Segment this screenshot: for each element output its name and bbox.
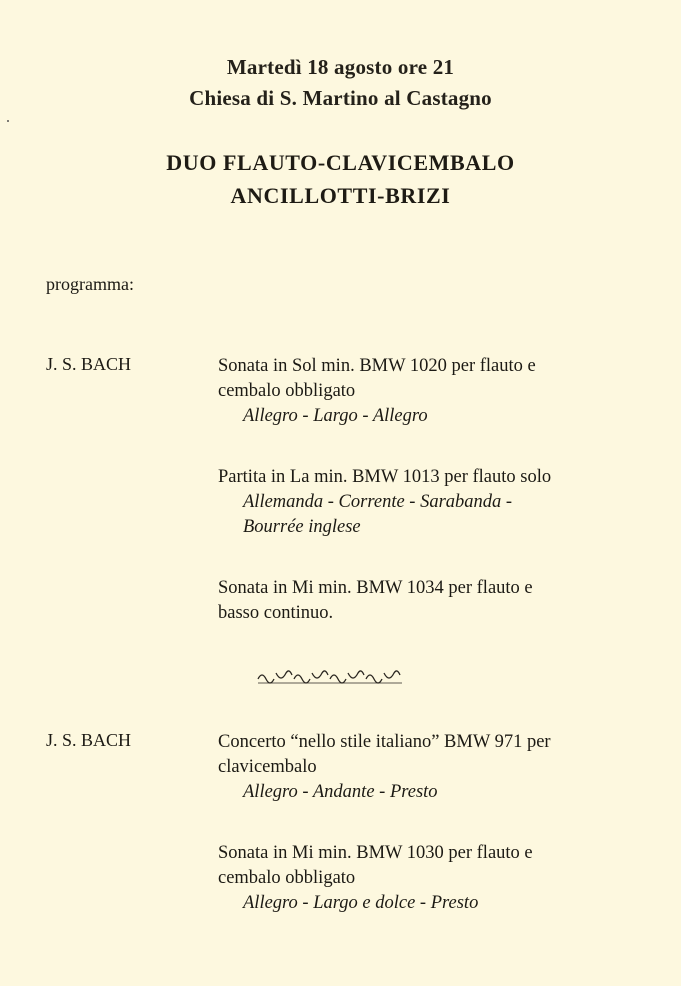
work-title-cont: basso continuo. (218, 603, 334, 623)
work-title: Partita in La min. BMW 1013 per flauto solo (218, 467, 552, 487)
concert-venue: Chiesa di S. Martino al Castagno (189, 86, 492, 110)
composer-name: J. S. BACH (46, 730, 132, 750)
performers-title: ANCILLOTTI-BRIZI (230, 183, 451, 208)
work-title: Concerto “nello stile italiano” BMW 971 per (218, 732, 551, 752)
work-movements: Allegro - Largo e dolce - Presto (243, 893, 479, 913)
work-title-cont: clavicembalo (218, 757, 317, 777)
ensemble-title: DUO FLAUTO-CLAVICEMBALO (166, 150, 515, 175)
ornamental-divider-icon (256, 667, 406, 687)
concert-date: Martedì 18 agosto ore 21 (226, 55, 455, 79)
work-item (218, 465, 638, 540)
work-item (218, 730, 638, 805)
work-movements: Allegro - Andante - Presto (243, 782, 438, 802)
work-item (218, 354, 638, 429)
work-title: Sonata in Mi min. BMW 1030 per flauto e (218, 843, 533, 863)
work-movements: Allemanda - Corrente - Sarabanda - (243, 492, 513, 512)
program-label: programma: (46, 274, 134, 294)
work-item (218, 576, 638, 626)
work-title-cont: cembalo obbligato (218, 381, 356, 401)
speck (7, 120, 9, 122)
work-movements-cont: Bourrée inglese (243, 517, 361, 537)
work-movements: Allegro - Largo - Allegro (243, 406, 428, 426)
work-title: Sonata in Mi min. BMW 1034 per flauto e (218, 578, 533, 598)
work-title: Sonata in Sol min. BMW 1020 per flauto e (218, 356, 536, 376)
work-item (218, 841, 638, 916)
composer-name: J. S. BACH (46, 354, 132, 374)
work-title-cont: cembalo obbligato (218, 868, 356, 888)
